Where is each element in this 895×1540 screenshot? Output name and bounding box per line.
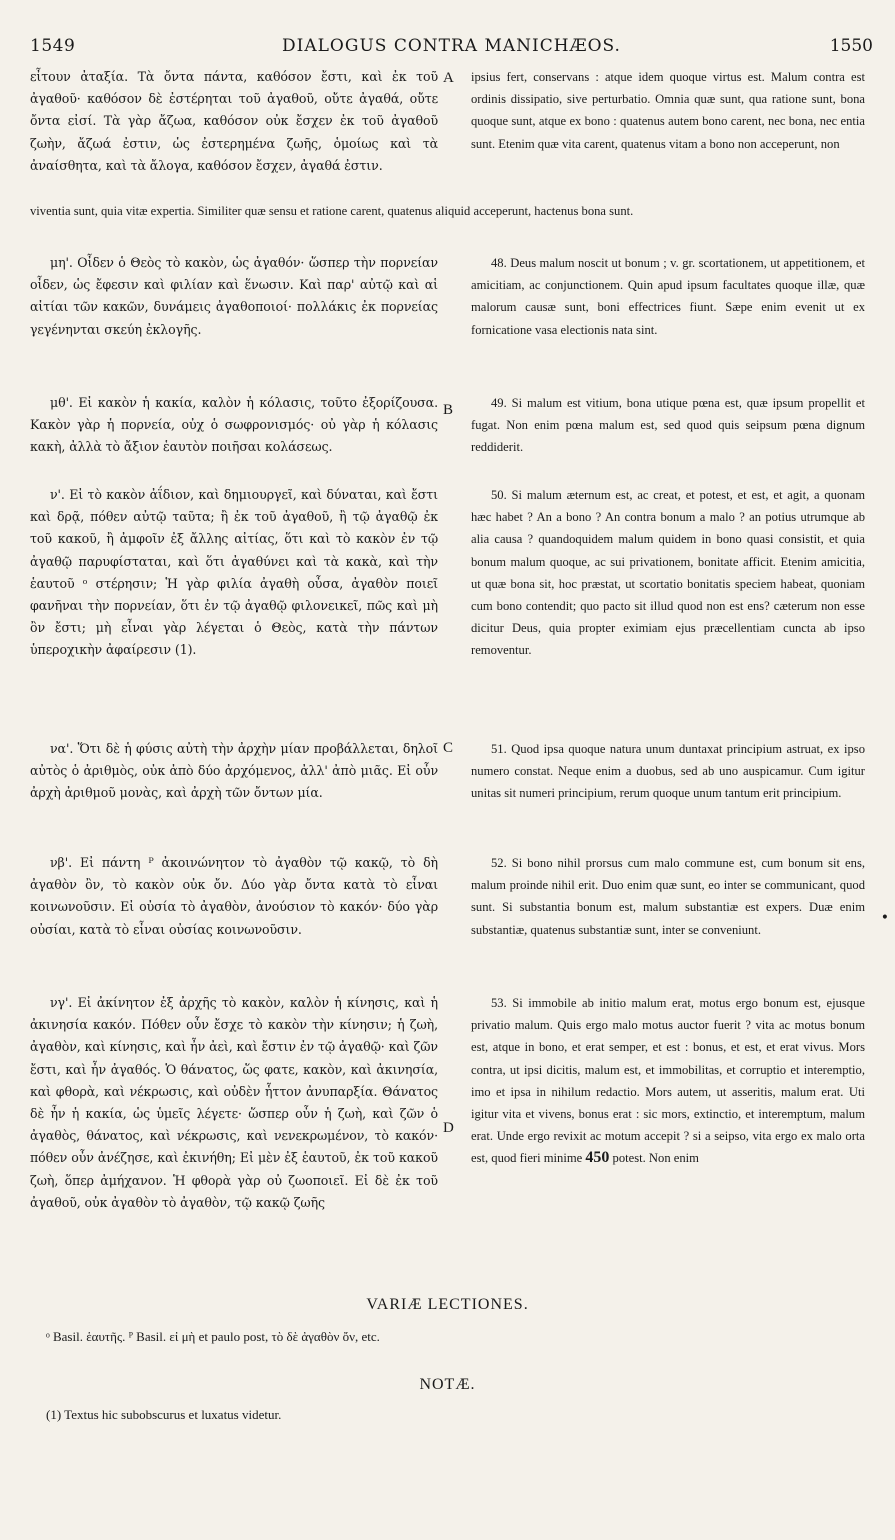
latin-section-51: 51. Quod ipsa quoque natura unum duntaxat principium astruat, ex ipso numero constat. Neque enim a duobus, sed ab uno auspicamur. Cum igitur unitas sit numeri principium, rerum quoque unum tantum erit principium. (471, 742, 865, 801)
section-number: 51. (491, 742, 507, 756)
greek-section-51: να'. Ὅτι δὲ ἡ φύσις αὐτὴ τὴν ἀρχὴν μίαν προβάλλεται, δηλοῖ αὐτὸς ὁ ἀριθμὸς, οὐκ ἀπὸ δύο ἀρχόμενος, ἀλλ' ἀπὸ μιᾶς. Εἰ οὖν ἀρχὴ ἀριθμοῦ μονὰς, καὶ ἀρχὴ τῶν ὄντων μία. (30, 741, 438, 801)
greek-section-52: νβ'. Εἰ πάντη ᴾ ἀκοινώνητον τὸ ἀγαθὸν τῷ κακῷ, τὸ δὴ ἀγαθὸν ὂν, τὸ κακὸν οὐκ ὄν. Δύο γὰρ ὄντα κατὰ τὸ εἶναι κοινωνοῦσιν. Εἰ οὐσία τὸ ἀγαθὸν, ἀνούσιον τὸ κακόν· δύο γὰρ οὐσίαι, κατὰ τὸ εἶναι οὐσίας κοινωνοῦσιν. (30, 855, 438, 937)
latin-section-52: 52. Si bono nihil prorsus cum malo commune est, cum bonum sit ens, malum proinde nihil erit. Duo enim quæ sunt, eo inter se communicant, quod sunt. Si substantia bonum est, malum substantiæ est expers. Duæ enim substantiæ, quatenus substantiæ sunt, inter se conveniunt. (471, 856, 865, 937)
page-header (30, 36, 873, 64)
variae-lectiones-heading: VARIÆ LECTIONES. (366, 1296, 529, 1313)
margin-letter-a: A (443, 70, 454, 86)
column-number: 450 (585, 1149, 610, 1167)
page-number-left: 1549 (30, 36, 76, 56)
latin-section-50: 50. Si malum æternum est, ac creat, et potest, et est, et agit, a quonam hæc habet ? An a bono ? An contra bonum a malo ? an potius utrumque ab alia causa ? quandoquidem malum quidem in bono quasi consistit, et quia bonum malum quoque, ac sui privationem, bonitate afficit. Etenim amicitia, ut quæ bona sit, hoc præstat, ut scortatio bonitatis speciem habeat, quoniam cum bono contendit; quo pacto sit illud quod non est ens? cæterum non esse dicitur Deus, quia propter eximiam ejus præcellentiam cuncta ab ipso removentur. (471, 488, 865, 658)
greek-section-50: ν'. Εἰ τὸ κακὸν ἀΐδιον, καὶ δημιουργεῖ, καὶ δύναται, καὶ ἔστι καὶ δρᾷ, πόθεν αὐτῷ ταῦτα; ἢ ἐκ τοῦ ἀγαθοῦ, ἢ τῷ ἀγαθῷ ἐκ τοῦ κακοῦ, ἢ ἀμφοῖν ἐξ ἄλλης αἰτίας, ὅτι καὶ τὸ κακὸν ἐν τῷ ἀγαθῷ παρυφίσταται, καὶ ὅτι ἀγαθύνει καὶ τὰ κακὰ, καὶ τὴν ἑαυτοῦ ᵒ στέρησιν; Ἡ γὰρ φιλία ἀγαθὴ οὖσα, ἀγαθὸν ποιεῖ φανῆναι τὴν πορνείαν, ὅτι ἐν τῷ ἀγαθῷ φιλονεικεῖ, πῶς καὶ μὴ ὂν ἔστι; μὴ εἶναι γὰρ λέγεται ὁ Θεὸς, κατὰ τὴν πάντων ὑπεροχικὴν ἀφαίρεσιν (1). (30, 487, 438, 658)
greek-intro: εἶτουν ἀταξία. Τὰ ὄντα πάντα, καθόσον ἔστι, καὶ ἐκ τοῦ ἀγαθοῦ· καθόσον δὲ ἐστέρηται τοῦ ἀγαθοῦ, οὔτε ἀγαθά, οὔτε ὄντα εἰσί. Τὰ γὰρ ἄζωα, καθόσον οὐκ ἔσχεν ἐκ τοῦ ἀγαθοῦ ζωὴν, ἄζωά ἐστιν, ὡς ἐστερημένα ζωῆς, ὁμοίως καὶ τὰ ἀναίσθητα, καὶ τὰ ἄλογα, καθόσον ἔσχεν, ἀγαθά ἐστιν. (30, 69, 438, 173)
section-number: 49. (491, 396, 507, 410)
section-number: 52. (491, 856, 507, 870)
margin-letter-b: B (443, 402, 454, 418)
variae-lectiones-text: ᵒ Basil. ἑαυτῆς. ᴾ Basil. εἰ μὴ et paulo post, τὸ δὲ ἀγαθὸν ὄν, etc. (46, 1329, 380, 1344)
section-number: 53. (491, 996, 507, 1010)
latin-bridge: viventia sunt, quia vitæ expertia. Similiter quæ sensu et ratione carent, quatenus aliquid acceperunt, hactenus bona sunt. (30, 204, 634, 218)
notae-text: (1) Textus hic subobscurus et luxatus videtur. (46, 1407, 282, 1422)
section-number: 48. (491, 256, 507, 270)
greek-section-49: μθ'. Εἰ κακὸν ἡ κακία, καλὸν ἡ κόλασις, τοῦτο ἐξορίζουσα. Κακὸν γὰρ ἡ πορνεία, οὐχ ὁ σωφρονισμός· οὐ γὰρ ἡ κόλασις κακὴ, ἀλλὰ τὸ ἄξιον ἑαυτὸν ποιῆσαι κολάσεως. (30, 395, 438, 455)
margin-mark: • (880, 910, 889, 926)
margin-letter-d: D (443, 1120, 454, 1136)
latin-section-49: 49. Si malum est vitium, bona utique pœna est, quæ ipsum propellit et fugat. Non enim pœna malum est, sed quod quis seipsum pœna dignum reddiderit. (471, 396, 865, 455)
greek-section-53: νγ'. Εἰ ἀκίνητον ἐξ ἀρχῆς τὸ κακὸν, καλὸν ἡ κίνησις, καὶ ἡ ἀκινησία κακόν. Πόθεν οὖν ἔσχε τὸ κακὸν τὴν κίνησιν; ἡ ζωὴ, ἀγαθὸν, καὶ κίνησις, καὶ ἦν ἀεὶ, καὶ ἔστιν ἐν τῷ ἀγαθῷ· καὶ ζῶν ἔστι, καὶ ἦν ἀγαθός. Ὁ θάνατος, ὥς φατε, κακὸν, καὶ ἀκινησία, καὶ φθορὰ, καὶ νέκρωσις, καὶ οὐδὲν ἧττον ἀνυπαρξία. Θάνατος δὲ ἦν ἡ κακία, ὡς ὑμεῖς λέγετε· ὥσπερ οὖν ἡ ζωὴ, καὶ ζῶν ὁ ἀγαθὸς, θάνατος, καὶ νέκρωσις, καὶ νενεκρωμένον, τὸ κακόν· πόθεν οὖν ἀνέζησε, καὶ ἐκινήθη; Εἰ μὲν ἐξ ἑαυτοῦ, ἐκ τοῦ κακοῦ ζωὴ, ὅπερ ἀμήχανον. Ἡ φθορὰ γὰρ οὐ ζωοποιεῖ. Εἰ δὲ ἐκ τοῦ ἀγαθοῦ, οὐκ ἀγαθὸν τὸ ἀγαθὸν, τῷ κακῷ ζωῆς (30, 995, 438, 1210)
section-number: 50. (491, 488, 507, 502)
notae-heading: NOTÆ. (419, 1376, 476, 1393)
latin-section-48: 48. Deus malum noscit ut bonum ; v. gr. scortationem, ut appetitionem, et amicitiam, ac conjunctionem. Quin apud ipsum facultates quoque illæ, quæ malorum causæ sunt, boni effectrices fiunt. Sæpe enim evenit ut ex fornicatione vasa electionis nata sint. (471, 256, 865, 337)
latin-intro: ipsius fert, conservans : atque idem quoque virtus est. Malum contra est ordinis dissipatio, sive perturbatio. Omnia quæ sunt, qua ratione sunt, bona quoque sunt, atque ex bono : quatenus autem bono carent, nec bona, nec entia sunt. Etenim quæ vita carent, quatenus vitam a bono non acceperunt, non (471, 70, 865, 151)
margin-letter-c: C (443, 740, 454, 756)
page-number-right: 1550 (829, 36, 873, 56)
greek-section-48: μη'. Οἶδεν ὁ Θεὸς τὸ κακὸν, ὡς ἀγαθόν· ὥσπερ τὴν πορνείαν οἶδεν, ὡς ἔφεσιν καὶ φιλίαν καὶ ἕνωσιν. Καὶ παρ' αὐτῷ καὶ αἱ αἰτίαι τῶν κακῶν, δυνάμεις ἀγαθοποιοί· πολλάκις ἐκ πορνείας γεγένηνται σκεύη ἐκλογῆς. (30, 255, 438, 337)
latin-section-53: 53. Si immobile ab initio malum erat, motus ergo bonum est, ejusque privatio malum. Quis ergo malo motus auctor fuerit ? vita ac motus bonum est, atque in bono, et erat semper, et est : bonus, et est, et erat vivus. Mors contra, ut ipsi dicitis, malum est, et immobilitas, et corruptio et interemptio, imo et ipsa in nihilum redactio. Mors autem, ut asseritis, malum erat. Uti igitur vita et vivens, bonus erat : sic mors, extinctio, et interemptum, malum erat. Unde ergo revixit ac motum accepit ? si a seipso, vita ergo ex malo orta est, quod fieri minime 450 potest. Non enim (471, 996, 865, 1167)
running-title: DIALOGUS CONTRA MANICHÆOS. (282, 36, 621, 56)
